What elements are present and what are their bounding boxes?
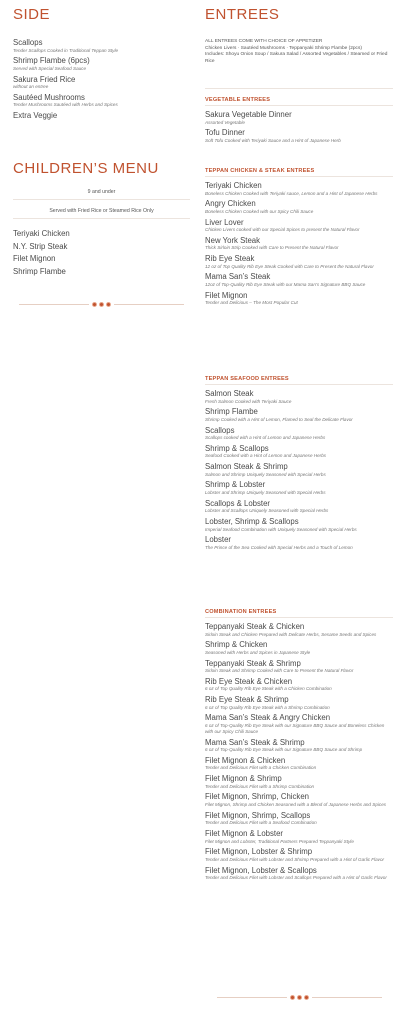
menu-item xyxy=(205,272,393,287)
item-desc: Soft Tofu Cooked with Teriyaki Sauce and a Hint of Japanese Herb xyxy=(205,137,341,143)
item-desc: Tender and Delicious Filet with a Shrimp Combination xyxy=(205,783,315,789)
divider xyxy=(205,88,393,89)
item-name: Sakura Vegetable Dinner xyxy=(205,110,292,119)
entrees-title: ENTREES xyxy=(205,6,280,23)
menu-item xyxy=(205,713,393,734)
combination-section xyxy=(205,609,393,884)
menu-item xyxy=(205,389,393,404)
item-desc: Seafood Cooked with a Hint of Lemon and Japanese Herbs xyxy=(205,453,327,459)
item-desc: Sirloin Steak and Chicken Prepared with Delicate Herbs, Sesame Seeds and Spices xyxy=(205,631,377,637)
menu-item xyxy=(205,407,393,422)
side-item-name: Scallops xyxy=(13,38,43,47)
menu-item xyxy=(205,462,393,477)
children-served-note: Served with Fried Rice or Steamed Rice Only xyxy=(49,208,154,214)
item-desc: Sirloin Steak and Shrimp Cooked with Care to Present the Natural Flavor xyxy=(205,668,354,674)
ornament-line xyxy=(19,304,89,305)
item-desc: Tender and Delicious Filet with Lobster and Shrimp Prepared with a Hint of Garlic Flavor xyxy=(205,856,385,862)
menu-item xyxy=(205,199,393,214)
item-name: Angry Chicken xyxy=(205,199,256,209)
divider xyxy=(13,199,190,200)
item-desc: Lobster and Scallops Uniquely Seasoned with Special Herbs xyxy=(205,508,329,514)
chicken-steak-section xyxy=(205,168,393,309)
menu-item xyxy=(205,756,393,771)
ornament-line xyxy=(312,997,382,998)
flower-icon xyxy=(92,302,111,307)
item-name: Mama San’s Steak & Angry Chicken xyxy=(205,713,331,723)
item-desc: 6 oz of Top-Quality Rib Eye Steak with our Signature BBQ Sauce and Shrimp xyxy=(205,747,363,753)
side-list xyxy=(13,38,190,124)
item-desc: Chicken Livers cooked with our Special Spices to present the Natural Flavor xyxy=(205,227,360,233)
item-desc: Scallops cooked with a Hint of Lemon and Japanese Herbs xyxy=(205,435,326,441)
ornament-divider xyxy=(13,302,190,307)
item-name: Liver Lover xyxy=(205,217,244,227)
menu-item xyxy=(205,866,393,881)
item-desc: Shrimp Cooked with a Hint of Lemon, Flamed to Seal the Delicate Flavor xyxy=(205,416,353,422)
menu-item xyxy=(205,181,393,196)
item-name: Filet Mignon & Lobster xyxy=(205,829,284,839)
item-name: Scallops xyxy=(205,425,235,435)
menu-item xyxy=(205,499,393,514)
item-name: Filet Mignon xyxy=(205,290,248,300)
section-title: TEPPAN SEAFOOD ENTREES xyxy=(205,376,289,382)
menu-item xyxy=(205,659,393,674)
menu-item xyxy=(205,426,393,441)
item-desc: Thick Sirloin Strip Cooked with Care to Present the Natural Flavor xyxy=(205,245,339,251)
ornament-line xyxy=(114,304,184,305)
menu-item xyxy=(205,236,393,251)
side-item-desc: Served with Special Seafood Sauce xyxy=(13,65,87,71)
item-desc: 6 oz of Top Quality Rib Eye Steak with a Chicken Combination xyxy=(205,686,332,692)
item-name: Filet Mignon, Lobster & Scallops xyxy=(205,865,317,875)
item-desc: Imperial Seafood Combination with Uniquely Seasoned with Special Herbs xyxy=(205,526,357,532)
item-name: Mama San’s Steak xyxy=(205,272,271,282)
item-desc: 6 oz of Top Quality Rib Eye Steak with a Shrimp Combination xyxy=(205,704,330,710)
item-desc: Fresh Salmon Cooked with Teriyaki Sauce xyxy=(205,398,292,404)
side-item xyxy=(13,111,190,121)
item-desc: Tender and Delicious Filet with Lobster and Scallops Prepared with a Hint of Garlic Flavor xyxy=(205,875,387,881)
divider xyxy=(13,218,190,219)
item-name: Shrimp & Chicken xyxy=(205,640,268,650)
menu-item xyxy=(205,811,393,826)
childrens-menu-title: CHILDREN’S MENU xyxy=(13,160,159,177)
item-desc: Assorted Vegetable xyxy=(205,119,245,125)
item-desc: 12 oz of Top Quality Rib Eye Steak Cooked with Care to Present the Natural Flavor xyxy=(205,263,374,269)
item-name: Lobster xyxy=(205,535,232,545)
side-item xyxy=(13,75,190,90)
flower-icon xyxy=(290,995,309,1000)
item-name: Mama San’s Steak & Shrimp xyxy=(205,737,305,747)
seafood-section xyxy=(205,376,393,554)
item-name: Shrimp & Lobster xyxy=(205,480,266,490)
item-desc: Boneless Chicken Cooked with our Spicy Chili Sauce xyxy=(205,208,314,214)
item-desc: Boneless Chicken Cooked with Teriyaki sauce, Lemon and a Hint of Japanese Herbs xyxy=(205,190,378,196)
children-age-note: 9 and under xyxy=(87,189,116,195)
children-item: N.Y. Strip Steak xyxy=(13,241,68,251)
item-name: Filet Mignon & Chicken xyxy=(205,755,286,765)
menu-item xyxy=(205,640,393,655)
entrees-intro xyxy=(205,39,393,65)
item-name: Rib Eye Steak & Shrimp xyxy=(205,695,289,705)
item-name: Tofu Dinner xyxy=(205,128,245,138)
item-desc: Salmon and Shrimp Uniquely Seasoned with Special Herbs xyxy=(205,471,326,477)
item-desc: Filet Mignon, Shrimp and Chicken Seasoned with a Blend of Japanese Herbs and Spices xyxy=(205,801,387,807)
children-item: Shrimp Flambe xyxy=(13,266,66,276)
item-name: Rib Eye Steak xyxy=(205,254,255,264)
item-name: Shrimp & Scallops xyxy=(205,443,269,453)
menu-item xyxy=(205,444,393,459)
menu-item xyxy=(205,792,393,807)
item-name: Teppanyaki Steak & Chicken xyxy=(205,622,305,631)
menu-item xyxy=(205,291,393,306)
side-item-name: Extra Veggie xyxy=(13,111,58,121)
menu-item xyxy=(205,829,393,844)
section-title: TEPPAN CHICKEN & STEAK ENTREES xyxy=(205,168,315,174)
side-item-desc: Tender Scallops Cooked in Traditional Teppan Style xyxy=(13,47,119,53)
item-desc: Filet Mignon and Lobster, Traditional Partners Prepared Teppanyaki Style xyxy=(205,838,354,844)
children-item: Teriyaki Chicken xyxy=(13,229,70,238)
menu-item xyxy=(205,110,393,125)
side-item xyxy=(13,93,190,108)
divider xyxy=(205,176,393,177)
children-list xyxy=(13,229,70,276)
menu-item xyxy=(205,218,393,233)
item-name: Filet Mignon, Shrimp, Scallops xyxy=(205,810,311,820)
ornament-divider xyxy=(205,995,393,1000)
children-item: Filet Mignon xyxy=(13,254,56,263)
item-name: Shrimp Flambe xyxy=(205,407,258,417)
vegetable-section xyxy=(205,97,393,147)
item-desc: Seasoned with Herbs and Spices in Japanese Style xyxy=(205,649,311,655)
item-desc: Lobster and Shrimp Uniquely Seasoned with Special Herbs xyxy=(205,489,326,495)
item-name: Salmon Steak & Shrimp xyxy=(205,462,288,472)
item-name: New York Steak xyxy=(205,235,261,245)
item-desc: Tender and Delicious Filet with a Seafood Combination xyxy=(205,820,317,826)
side-item-name: Sakura Fried Rice xyxy=(13,74,76,84)
divider xyxy=(205,384,393,385)
item-name: Filet Mignon, Shrimp, Chicken xyxy=(205,792,309,802)
side-item-name: Sautéed Mushrooms xyxy=(13,92,85,102)
menu-item xyxy=(205,695,393,710)
divider xyxy=(205,617,393,618)
menu-item xyxy=(205,517,393,532)
divider xyxy=(205,105,393,106)
item-name: Scallops & Lobster xyxy=(205,498,271,508)
item-desc: 6 oz of Top-Quality Rib Eye Steak with our Signature BBQ Sauce and Boneless Chicken with our Spicy Chili Sauce xyxy=(205,722,385,734)
item-name: Rib Eye Steak & Chicken xyxy=(205,676,293,686)
section-title: VEGETABLE ENTREES xyxy=(205,97,271,103)
side-item xyxy=(13,38,190,53)
menu-item xyxy=(205,622,393,637)
item-desc: Tender and Delicious – The Most Popular Cut xyxy=(205,300,298,306)
section-title: COMBINATION ENTREES xyxy=(205,609,277,615)
menu-item xyxy=(205,774,393,789)
menu-item xyxy=(205,128,393,143)
item-name: Teriyaki Chicken xyxy=(205,181,262,190)
item-name: Salmon Steak xyxy=(205,389,254,398)
side-item xyxy=(13,56,190,71)
ornament-line xyxy=(217,997,287,998)
menu-item xyxy=(205,254,393,269)
item-name: Filet Mignon & Shrimp xyxy=(205,774,282,784)
side-item-desc: Tender Mushrooms Sautéed with Herbs and Spices xyxy=(13,102,118,108)
menu-item xyxy=(205,847,393,862)
entrees-intro-line: Includes: Shoyu Onion Soup / Sakura Salad / Assorted Vegetables / Steamed or Fried Rice xyxy=(205,52,388,64)
item-name: Lobster, Shrimp & Scallops xyxy=(205,517,299,527)
menu-item xyxy=(205,535,393,550)
entrees-intro-line: Chicken Livers · Sautéed Mushrooms · Teppanyaki Shrimp Flambe (2pcs) xyxy=(205,45,362,51)
entrees-intro-line: ALL ENTREES COME WITH CHOICE OF APPETIZER xyxy=(205,39,323,44)
menu-item xyxy=(205,677,393,692)
side-item-desc: without an entree xyxy=(13,84,49,90)
menu-item xyxy=(205,480,393,495)
item-name: Teppanyaki Steak & Shrimp xyxy=(205,658,301,668)
item-desc: 12oz of Top-Quality Rib Eye Steak with our Mama San’s Signature BBQ Sauce xyxy=(205,281,366,287)
item-desc: The Prince of the Sea Cooked with Special Herbs and a Touch of Lemon xyxy=(205,544,353,550)
item-name: Filet Mignon, Lobster & Shrimp xyxy=(205,847,313,857)
side-title: SIDE xyxy=(13,6,51,23)
item-desc: Tender and Delicious Filet with a Chicken Combination xyxy=(205,765,317,771)
side-item-name: Shrimp Flambe (6pcs) xyxy=(13,56,90,66)
menu-item xyxy=(205,738,393,753)
